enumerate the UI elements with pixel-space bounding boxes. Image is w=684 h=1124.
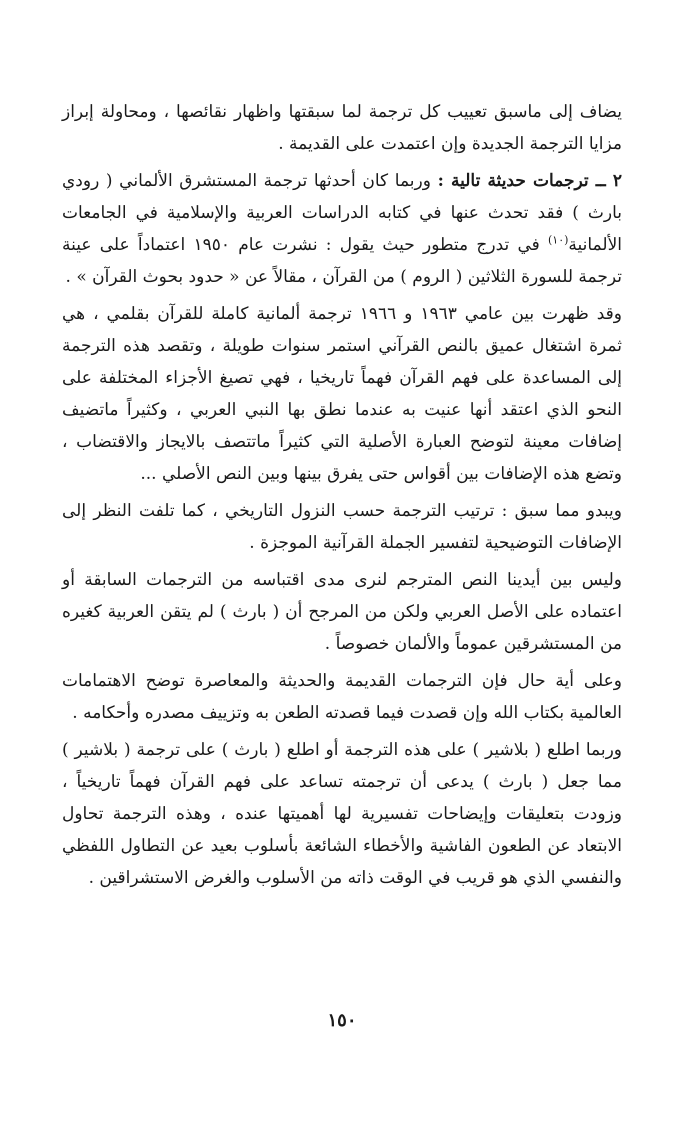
paragraph-text: ويبدو مما سبق : ترتيب الترجمة حسب النزول التاريخي ، كما تلفت النظر إلى الإضافات التوضيحية لتفسير الجملة القرآنية الموجزة .	[62, 501, 622, 553]
paragraph-2	[62, 165, 622, 293]
paragraph-7	[62, 734, 622, 894]
body-text	[62, 96, 622, 899]
paragraph-6	[62, 665, 622, 729]
paragraph-text: وعلى أية حال فإن الترجمات القديمة والحديثة والمعاصرة توضح الاهتمامات العالمية بكتاب الله وإن قصدت فيما قصدته الطعن به وتزييف مصدره وأحكامه .	[62, 671, 622, 723]
page-number: ١٥٠	[327, 1010, 357, 1031]
section-heading: ٢ ــ ترجمات حديثة تالية :	[437, 171, 622, 191]
paragraph-text: وربما اطلع ( بلاشير ) على هذه الترجمة أو اطلع ( بارث ) على ترجمة ( بلاشير ) مما جعل ( بارث ) يدعى أن ترجمته تساعد على فهم القرآن فهماً تاريخياً ، وزودت بتعليقات وإيضاحات تفسيرية لها أهميتها عنده ، وهذه الترجمة تحاول الابتعاد عن الطعون الفاشية والأخطاء الشائعة بأسلوب بعيد عن التطاول اللفظي والنفسي الذي هو قريب في الوقت ذاته من الأسلوب والغرض الاستشراقين .	[62, 740, 622, 888]
paragraph-4	[62, 495, 622, 559]
paragraph-text: وليس بين أيدينا النص المترجم لنرى مدى اقتباسه من الترجمات السابقة أو اعتماده على الأصل العربي ولكن من المرجح أن ( بارث ) لم يتقن العربية كغيره من المستشرقين عموماً والألمان خصوصاً .	[62, 570, 622, 654]
paragraph-text-continued: في تدرج متطور حيث يقول : نشرت عام ١٩٥٠ اعتماداً على عينة ترجمة للسورة الثلاثين ( الروم ) من القرآن ، مقالاً عن « حدود بحوث القرآن » .	[62, 235, 622, 287]
paragraph-text: وربما كان أحدثها ترجمة المستشرق الألماني ( رودي بارث ) فقد تحدث عنها في كتابه الدراسات العربية والإسلامية في الجامعات الألمانية	[62, 171, 622, 255]
paragraph-5	[62, 564, 622, 660]
paragraph-text: وقد ظهرت بين عامي ١٩٦٣ و ١٩٦٦ ترجمة ألمانية كاملة للقرآن بقلمي ، هي ثمرة اشتغال عميق بالنص القرآني استمر سنوات طويلة ، وتقصد هذه الترجمة إلى المساعدة على فهم القرآن فهماً تاريخيا ، فهي تصيغ الأجزاء المختلفة على النحو الذي اعتقد أنها عنيت به عندما نطق بها النبي العربي ، وكثيراً ماتضيف إضافات معينة لتوضح العبارة الأصلية التي كثيراً ماتتصف بالايجاز والاقتضاب ، وتضع هذه الإضافات بين أقواس حتى يفرق بينها وبين النص الأصلي ...	[62, 304, 622, 484]
paragraph-1	[62, 96, 622, 160]
footnote-marker: (١٠)	[547, 233, 569, 247]
paragraph-text: يضاف إلى ماسبق تعييب كل ترجمة لما سبقتها واظهار نقائصها ، ومحاولة إبراز مزايا الترجمة الجديدة وإن اعتمدت على القديمة .	[62, 102, 622, 154]
paragraph-3	[62, 298, 622, 490]
